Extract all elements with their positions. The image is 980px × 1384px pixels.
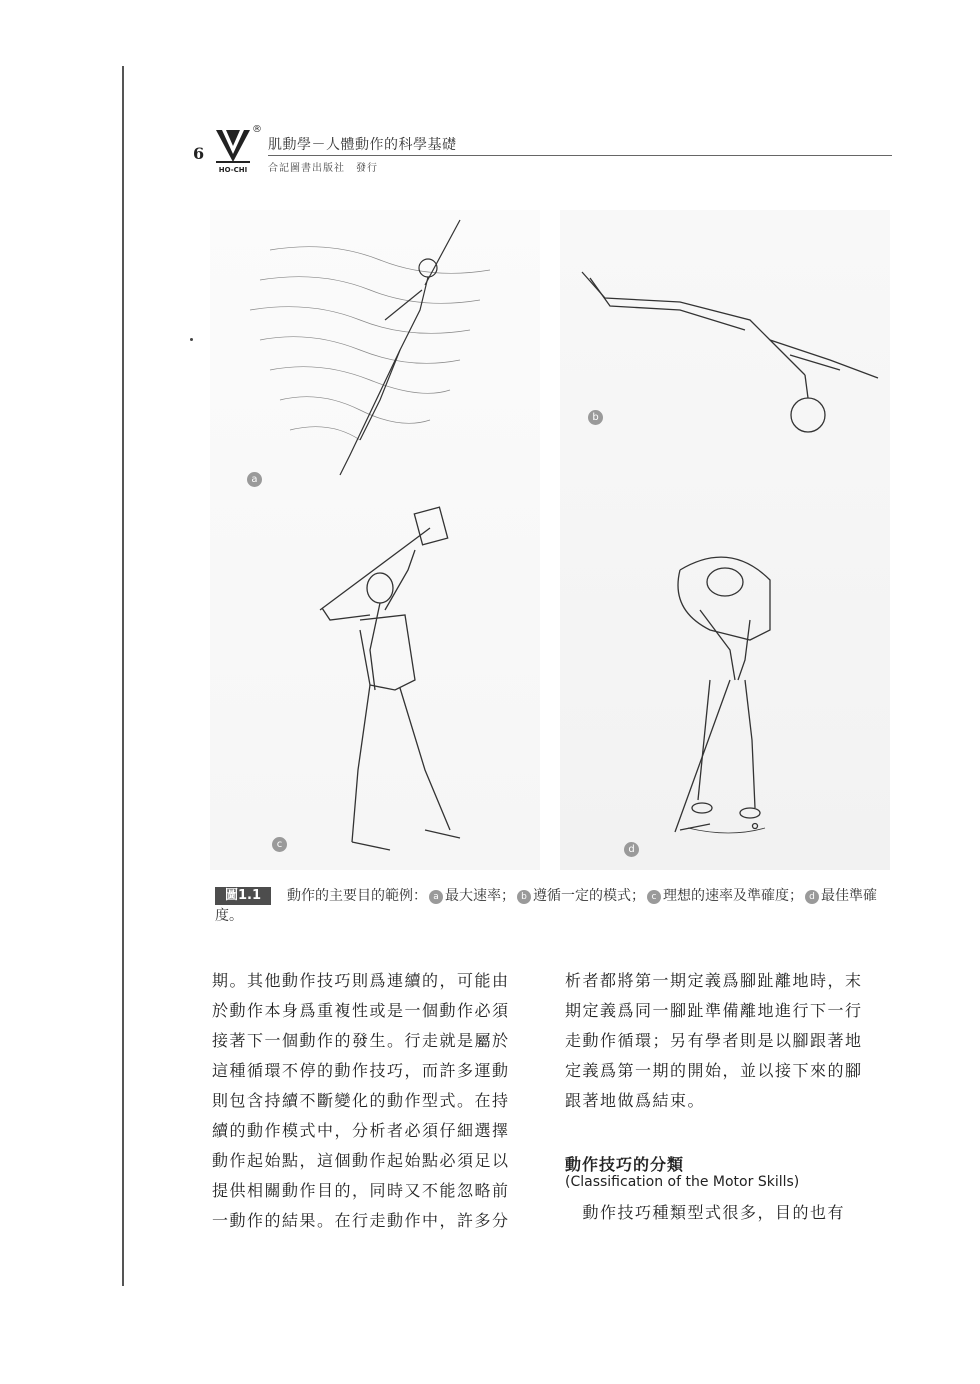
body-line: 接著下一個動作的發生。行走就是屬於 [212, 1031, 510, 1050]
publisher-logo-icon [214, 128, 252, 174]
body-line: 於動作本身爲重複性或是一個動作必須 [212, 1001, 510, 1020]
section-heading-english: (Classification of the Motor Skills) [565, 1174, 800, 1190]
figure-caption [215, 886, 890, 926]
body-line: 跟著地做爲結束。 [565, 1091, 706, 1110]
panel-label-d: d [624, 842, 639, 857]
caption-item-a: 最大速率； [445, 888, 516, 904]
page-number: 6 [193, 144, 205, 163]
body-line: 析者都將第一期定義爲腳趾離地時，末 [565, 971, 863, 990]
panel-label-b: b [588, 410, 603, 425]
body-line: 續的動作模式中，分析者必須仔細選擇 [212, 1121, 510, 1140]
body-line: 一動作的結果。在行走動作中，許多分 [212, 1211, 510, 1230]
publisher-line: 合記圖書出版社 發行 [268, 163, 378, 174]
panel-label-a: a [247, 472, 262, 487]
golfer-illustration [675, 557, 770, 833]
sledgehammer-illustration [320, 507, 460, 850]
body-line: 則包含持續不斷變化的動作型式。在持 [212, 1091, 510, 1110]
body-line: 走動作循環；另有學者則是以腳跟著地 [565, 1031, 863, 1050]
registered-mark: ® [252, 124, 262, 135]
caption-item-c: 理想的速率及準確度； [663, 888, 804, 904]
body-line: 定義爲第一期的開始，並以接下來的腳 [565, 1061, 863, 1080]
body-line: 動作起始點，這個動作起始點必須足以 [212, 1151, 510, 1170]
caption-label-a: a [429, 890, 443, 904]
body-column-right [565, 966, 890, 1116]
running-title: 肌動學－人體動作的科學基礎 [268, 137, 457, 153]
figure-1-1 [210, 210, 890, 870]
caption-item-d: 最佳準確度。 [215, 888, 878, 924]
caption-label-c: c [647, 890, 661, 904]
logo-text: HO-CHI [218, 166, 248, 174]
figure-illustrations [210, 210, 890, 870]
figure-tag: 圖1.1 [215, 887, 271, 905]
body-line: 這種循環不停的動作技巧，而許多運動 [212, 1061, 510, 1080]
binding-line [122, 66, 124, 1286]
body-line: 提供相關動作目的，同時又不能忽略前 [212, 1181, 510, 1200]
body-column-left [212, 966, 537, 1236]
body-line: 期。其他動作技巧則爲連續的，可能由 [212, 971, 510, 990]
body-line: 動作技巧種類型式很多，目的也有 [565, 1203, 846, 1222]
scan-mark [190, 338, 193, 341]
swimmer-illustration [250, 220, 490, 475]
header-rule [268, 155, 892, 156]
diver-illustration [582, 272, 878, 432]
section-heading: 動作技巧的分類 [565, 1155, 685, 1174]
caption-label-d: d [805, 890, 819, 904]
caption-label-b: b [517, 890, 531, 904]
panel-label-c: c [272, 837, 287, 852]
caption-item-b: 遵循一定的模式； [533, 888, 646, 904]
section-paragraph [565, 1198, 890, 1228]
body-line: 期定義爲同一腳趾準備離地進行下一行 [565, 1001, 863, 1020]
caption-intro: 動作的主要目的範例： [287, 888, 428, 904]
